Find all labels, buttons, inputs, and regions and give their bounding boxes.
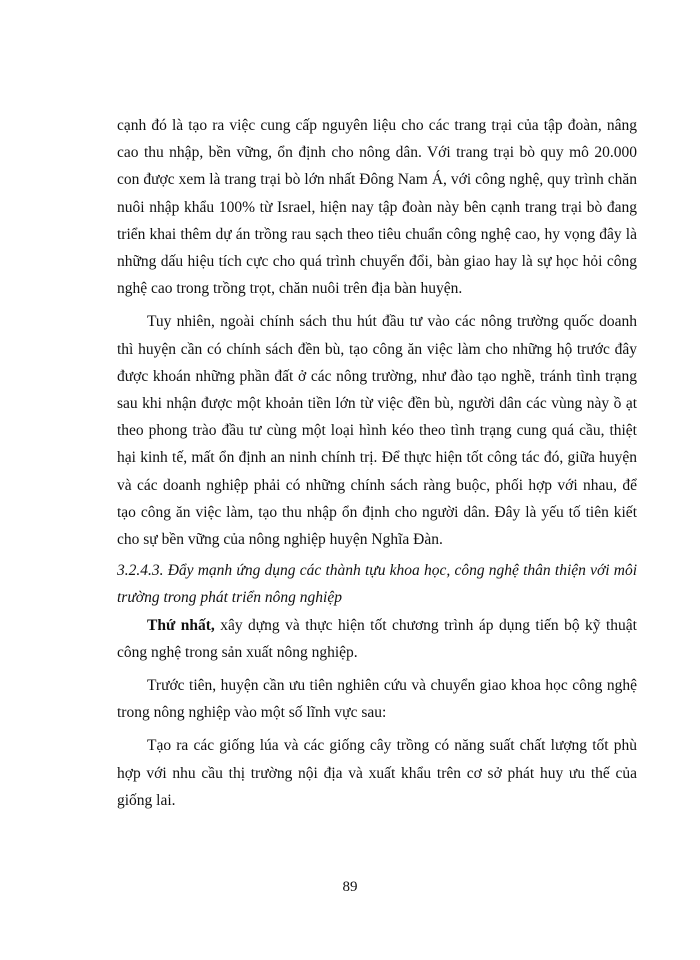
first-point-text: xây dựng và thực hiện tốt chương trình áp dụng tiến bộ kỹ thuật công nghệ trong sản xuất nông nghiệp. [117,616,637,661]
paragraph-priority-fields: Trước tiên, huyện cần ưu tiên nghiên cứu và chuyển giao khoa học công nghệ trong nông nghiệp vào một số lĩnh vực sau: [117,677,637,722]
page-number: 89 [342,879,358,895]
section-heading: 3.2.4.3. Đẩy mạnh ứng dụng các thành tựu khoa học, công nghệ thân thiện với môi trường trong phát triển nông nghiệp [117,562,637,607]
first-point-lead: Thứ nhất, [147,616,215,634]
paragraph-continuation: cạnh đó là tạo ra việc cung cấp nguyên liệu cho các trang trại của tập đoàn, nâng cao thu nhập, bền vững, ổn định cho nông dân. Với trang trại bò quy mô 20.000 con được xem là trang trại bò lớn nhất Đông Nam Á, với công nghệ, quy trình chăn nuôi nhập khẩu 100% từ Israel, hiện nay tập đoàn này bên cạnh trang trại bò đang triển khai thêm dự án trồng rau sạch theo tiêu chuẩn công nghệ cao, hy vọng đây là những dấu hiệu tích cực cho quá trình chuyển đổi, bàn giao hay là sự học hỏi công nghệ cao trong trồng trọt, chăn nuôi trên địa bàn huyện. [117,117,637,298]
paragraph-first-point [117,612,637,666]
paragraph-crop-varieties: Tạo ra các giống lúa và các giống cây trồng có năng suất chất lượng tốt phù hợp với nhu cầu thị trường nội địa và xuất khẩu trên cơ sở phát huy ưu thế của giống lai. [117,737,637,809]
paragraph-policy: Tuy nhiên, ngoài chính sách thu hút đầu tư vào các nông trường quốc doanh thì huyện cần có chính sách đền bù, tạo công ăn việc làm cho những hộ trước đây được khoán những phần đất ở các nông trường, như đào tạo nghề, tránh tình trạng sau khi nhận được một khoản tiền lớn từ việc đền bù, người dân các vùng này ồ ạt theo phong trào đầu tư cùng một loại hình kéo theo tình trạng cung quá cầu, thiệt hại kinh tế, mất ổn định an ninh chính trị. Để thực hiện tốt công tác đó, giữa huyện và các doanh nghiệp phải có những chính sách ràng buộc, phối hợp với nhau, để tạo công ăn việc làm, tạo thu nhập ổn định cho người dân. Đây là yếu tố tiên kiết cho sự bền vững của nông nghiệp huyện Nghĩa Đàn. [117,313,637,549]
document-body [117,112,637,814]
